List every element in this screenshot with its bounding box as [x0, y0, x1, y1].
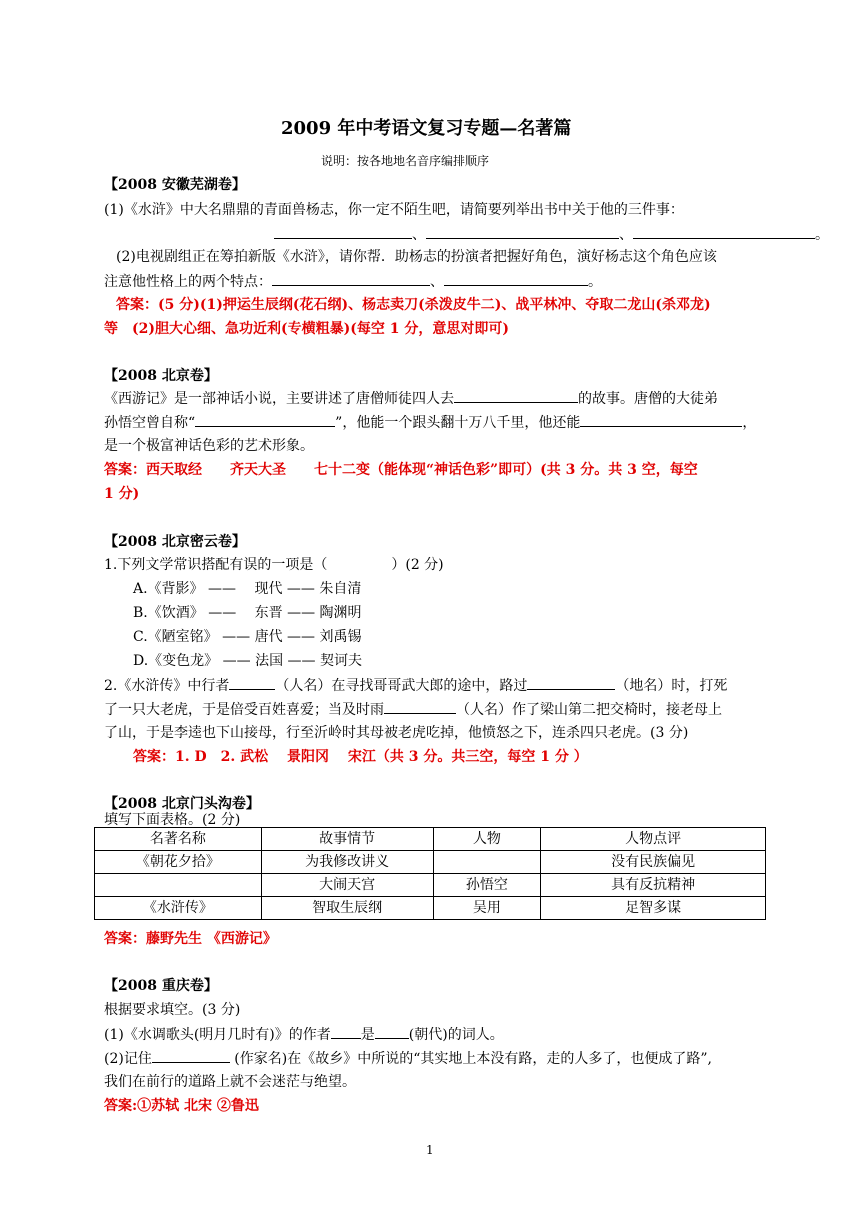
- question-line: [104, 272, 602, 291]
- question-text: （人名）作了梁山第二把交椅时，接老母上: [456, 702, 722, 718]
- answer-text: 答案:①苏轼 北宋 ②鲁迅: [104, 1098, 259, 1114]
- table-cell: 孙悟空: [433, 874, 541, 897]
- column-header: 人物: [433, 828, 541, 851]
- question-text: 是一个极富神话色彩的艺术形象。: [104, 438, 314, 454]
- question-text: （地名）时，打死: [615, 678, 728, 694]
- question-text: 的故事。唐僧的大徒弟: [578, 391, 718, 407]
- table-cell: 吴用: [433, 897, 541, 920]
- option-a: A.《背影》 —— 现代 —— 朱自清: [133, 581, 362, 597]
- section-heading-wuhu: 【2008 安徽芜湖卷】: [104, 177, 246, 193]
- question-text: 《西游记》是一部神话小说，主要讲述了唐僧师徒四人去: [104, 391, 454, 407]
- question-text: (1)《水调歌头(明月几时有)》的作者: [104, 1027, 331, 1043]
- blank: [195, 413, 335, 427]
- column-header: 故事情节: [261, 828, 433, 851]
- separator: 、: [619, 227, 633, 243]
- separator: 、: [412, 227, 426, 243]
- question-text: 了一只大老虎，于是倍受百姓喜爱；当及时雨: [104, 702, 384, 718]
- blank: [384, 700, 456, 714]
- punctuation: 。: [815, 227, 829, 243]
- punctuation: ，: [742, 415, 757, 431]
- question-line: [104, 1025, 504, 1044]
- question-line: [104, 1049, 712, 1068]
- separator: 、: [430, 274, 444, 290]
- table-cell: 《水浒传》: [95, 897, 262, 920]
- table-row: [95, 851, 766, 874]
- answer-text: 1 分): [104, 486, 140, 502]
- blank: [454, 389, 578, 403]
- table-row: [95, 874, 766, 897]
- table-cell: [433, 851, 541, 874]
- blank: [272, 272, 430, 286]
- question-text: ”，他能一个跟头翻十万八千里，他还能: [335, 415, 581, 431]
- blank: [229, 676, 275, 690]
- page-number: 1: [426, 1143, 434, 1157]
- blank: [633, 225, 815, 239]
- question-text: 根据要求填空。(3 分): [104, 1002, 241, 1018]
- answer-blanks-line: [274, 225, 829, 244]
- section-heading-mentougou: 【2008 北京门头沟卷】: [104, 796, 260, 812]
- punctuation: 。: [588, 274, 602, 290]
- question-line: [104, 556, 444, 574]
- question-line: [104, 676, 727, 695]
- blank: [580, 413, 742, 427]
- question-text: 了山，于是李逵也下山接母，行至沂岭时其母被老虎吃掉，他愤怒之下，连杀四只老虎。(3 分): [104, 725, 689, 741]
- table-cell: 足智多谋: [541, 897, 766, 920]
- answer-text: 答案：1. D 2. 武松 景阳冈 宋江（共 3 分。共三空，每空 1 分 ）: [133, 749, 588, 765]
- table-cell: 《朝花夕拾》: [95, 851, 262, 874]
- question-text: （人名）在寻找哥哥武大郎的途中，路过: [275, 678, 528, 694]
- question-text: (2)电视剧组正在筹拍新版《水浒》，请你帮．助杨志的扮演者把握好角色，演好杨志这个角色应该: [116, 249, 717, 265]
- page-subtitle: 说明：按各地地名音序编排顺序: [321, 154, 490, 168]
- section-heading-chongqing: 【2008 重庆卷】: [104, 978, 218, 994]
- table-cell: [95, 874, 262, 897]
- question-text: (作家名)在《故乡》中所说的“其实地上本没有路，走的人多了，也便成了路”,: [229, 1051, 712, 1067]
- question-text: (2)记住: [104, 1051, 152, 1067]
- blank: [152, 1049, 230, 1063]
- question-text: 2.《水浒传》中行者: [104, 678, 230, 694]
- page-title: 2009 年中考语文复习专题—名著篇: [281, 118, 572, 139]
- table-cell: 大闹天宫: [261, 874, 433, 897]
- question-line: [104, 389, 718, 408]
- blank: [331, 1025, 361, 1039]
- question-text: 我们在前行的道路上就不会迷茫与绝望。: [104, 1074, 356, 1090]
- answer-text: 答案：藤野先生 《西游记》: [104, 931, 277, 947]
- table-cell: 智取生辰纲: [261, 897, 433, 920]
- blank: [444, 272, 588, 286]
- table-cell: 为我修改讲义: [261, 851, 433, 874]
- question-line: [104, 413, 756, 432]
- section-heading-miyun: 【2008 北京密云卷】: [104, 534, 246, 550]
- question-text: 填写下面表格。(2 分): [104, 812, 241, 828]
- question-line: [104, 700, 722, 719]
- answer-text: 等 (2)胆大心细、急功近利(专横粗暴)(每空 1 分，意思对即可): [104, 321, 509, 337]
- blank: [527, 676, 615, 690]
- answer-text: 答案：(5 分)(1)押运生辰纲(花石纲)、杨志卖刀(杀泼皮牛二)、战平林冲、夺取二龙山(杀邓龙): [116, 297, 711, 313]
- column-header: 人物点评: [541, 828, 766, 851]
- question-text: 孙悟空曾自称“: [104, 415, 196, 431]
- option-b: B.《饮酒》 —— 东晋 —— 陶渊明: [133, 605, 362, 621]
- question-text: ）(2 分): [391, 557, 444, 573]
- question-text: 1.下列文学常识搭配有误的一项是（: [104, 557, 328, 573]
- fill-in-table: [94, 827, 766, 920]
- question-text: (1)《水浒》中大名鼎鼎的青面兽杨志，你一定不陌生吧，请简要列举出书中关于他的三件事：: [104, 202, 684, 218]
- option-d: D.《变色龙》 —— 法国 —— 契诃夫: [133, 653, 362, 669]
- table-header-row: [95, 828, 766, 851]
- table-cell: 没有民族偏见: [541, 851, 766, 874]
- blank: [426, 225, 619, 239]
- column-header: 名著名称: [95, 828, 262, 851]
- table-row: [95, 897, 766, 920]
- section-heading-beijing: 【2008 北京卷】: [104, 368, 218, 384]
- blank: [274, 225, 412, 239]
- blank: [375, 1025, 409, 1039]
- answer-text: 答案：西天取经 齐天大圣 七十二变（能体现“神话色彩”即可）(共 3 分。共 3 空，每空: [104, 462, 698, 478]
- question-text: 注意他性格上的两个特点：: [104, 274, 272, 290]
- question-text: (朝代)的词人。: [408, 1027, 504, 1043]
- question-text: 是: [360, 1027, 375, 1043]
- table-cell: 具有反抗精神: [541, 874, 766, 897]
- option-c: C.《陋室铭》 —— 唐代 —— 刘禹锡: [133, 629, 362, 645]
